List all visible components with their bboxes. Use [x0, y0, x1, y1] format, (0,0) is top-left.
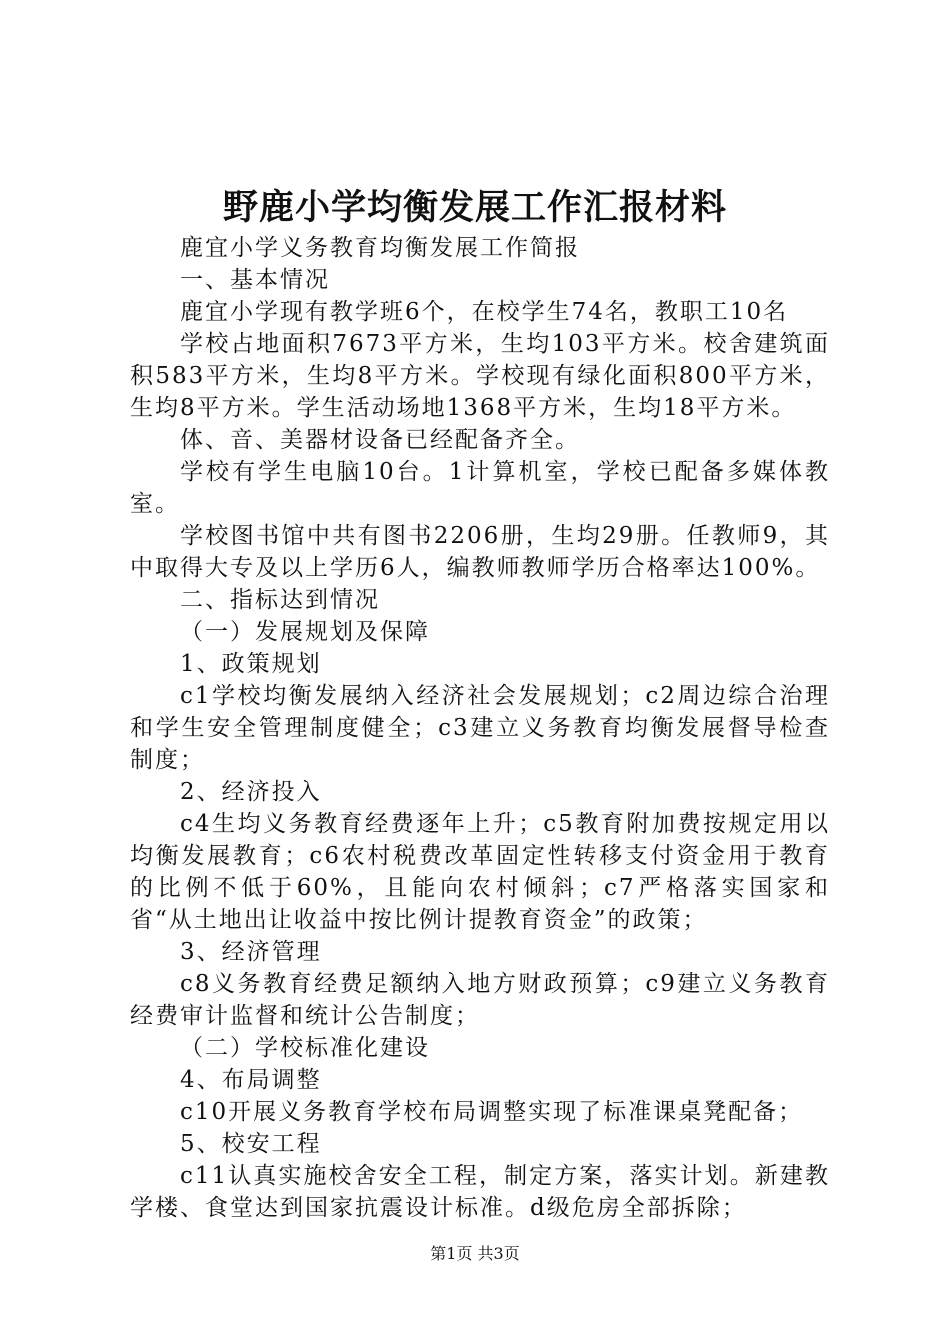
paragraph: c4生均义务教育经费逐年上升；c5教育附加费按规定用以均衡发展教育；c6农村税费改革固定性转移支付资金用于教育的比例不低于60%，且能向农村倾斜；c7严格落实国家和省“从土地出让收益中按比例计提教育资金”的政策；: [130, 811, 830, 933]
page-number-footer: 第1页 共3页: [430, 1244, 520, 1263]
section-heading: 二、指标达到情况: [180, 587, 380, 613]
paragraph: c8义务教育经费足额纳入地方财政预算；c9建立义务教育经费审计监督和统计公告制度；: [130, 971, 830, 1029]
paragraph: c10开展义务教育学校布局调整实现了标准课桌凳配备；: [180, 1099, 804, 1125]
section-heading: 一、基本情况: [180, 267, 330, 293]
subsection-heading: （二）学校标准化建设: [180, 1035, 430, 1061]
paragraph: c1学校均衡发展纳入经济社会发展规划；c2周边综合治理和学生安全管理制度健全；c3建立义务教育均衡发展督导检查制度；: [130, 683, 830, 773]
item-heading: 3、经济管理: [180, 939, 322, 965]
paragraph: c11认真实施校舍安全工程，制定方案，落实计划。新建教学楼、食堂达到国家抗震设计标准。d级危房全部拆除；: [130, 1163, 830, 1221]
document-title: 野鹿小学均衡发展工作汇报材料: [222, 187, 727, 228]
item-heading: 4、布局调整: [180, 1067, 322, 1093]
paragraph: 鹿宜小学义务教育均衡发展工作简报: [180, 235, 580, 261]
item-heading: 2、经济投入: [180, 779, 322, 805]
item-heading: 5、校安工程: [180, 1131, 322, 1157]
paragraph: 体、音、美器材设备已经配备齐全。: [180, 427, 580, 453]
paragraph: 学校占地面积7673平方米，生均103平方米。校舍建筑面积583平方米，生均8平方米。学校现有绿化面积800平方米，生均8平方米。学生活动场地1368平方米，生均18平方米。: [130, 331, 830, 421]
paragraph: 学校图书馆中共有图书2206册，生均29册。任教师9，其中取得大专及以上学历6人，编教师教师学历合格率达100%。: [130, 523, 830, 581]
paragraph: 鹿宜小学现有教学班6个，在校学生74名，教职工10名: [180, 299, 789, 325]
item-heading: 1、政策规划: [180, 651, 322, 677]
subsection-heading: （一）发展规划及保障: [180, 619, 430, 645]
paragraph: 学校有学生电脑10台。1计算机室，学校已配备多媒体教室。: [130, 459, 830, 517]
document-body: [130, 232, 830, 1224]
